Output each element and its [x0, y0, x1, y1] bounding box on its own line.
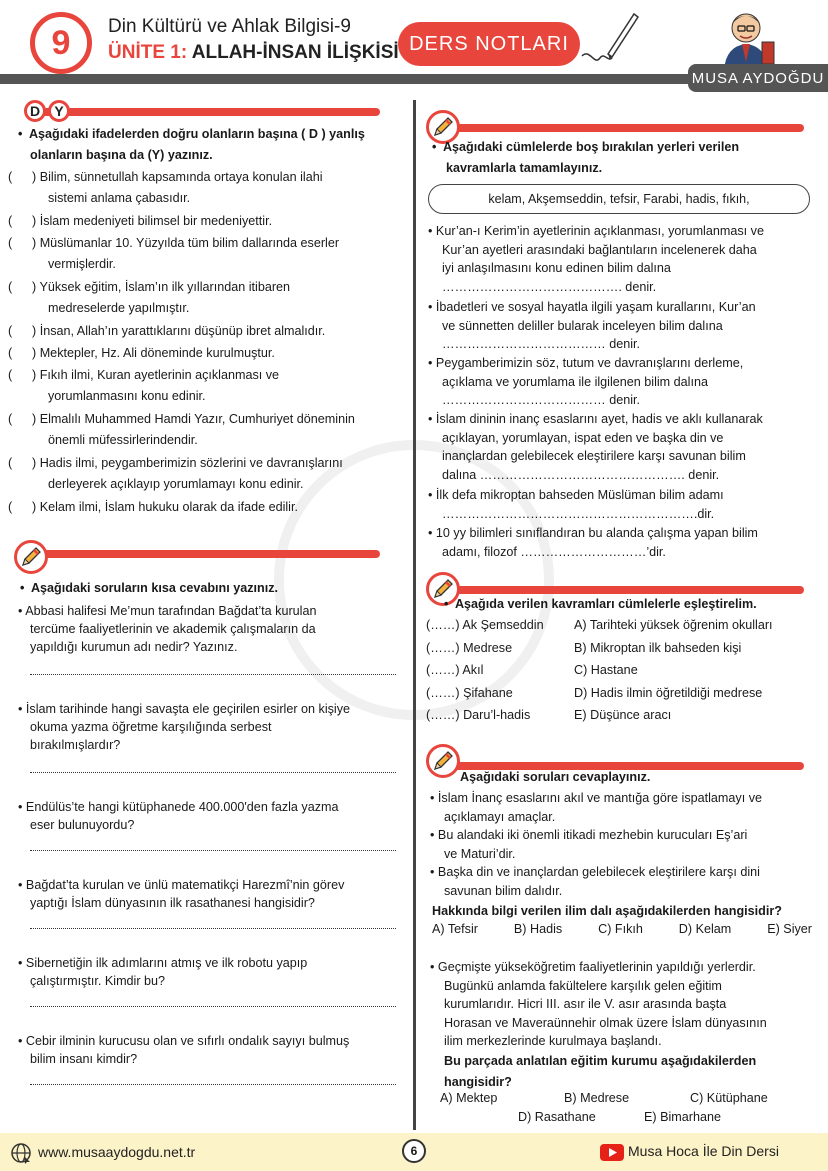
answer-line[interactable]	[30, 928, 396, 929]
answer-paren[interactable]: (	[8, 324, 13, 338]
matching-left-item[interactable]: (……) Ak Şemseddin	[426, 618, 544, 632]
fill-blank-line	[428, 466, 820, 485]
mcq-q2-line-text: Bugünkü anlamda fakültelere karşılık gelen eğitim	[444, 978, 722, 993]
dy-item-text: ) Bilim, sünnetullah kapsamında ortaya konulan ilahi	[32, 170, 323, 184]
fill-blank-text: adamı, filozof …………………………’dir.	[442, 544, 666, 559]
mcq-q2-option-a[interactable]: A) Mektep	[440, 1091, 498, 1105]
fill-blank-item	[428, 354, 820, 410]
dy-item-text: ) Kelam ilmi, İslam hukuku olarak da ifade edilir.	[32, 500, 298, 514]
dy-item-text-cont: derleyerek açıklayıp yorumlamayı konu edinir.	[48, 477, 304, 491]
fill-blank-item	[428, 222, 820, 297]
matching-left-item[interactable]: (……) Medrese	[426, 640, 513, 655]
question-line: bırakılmışlardır?	[30, 738, 121, 752]
mcq-q1-bullet-text: savunan bilim dalıdır.	[444, 883, 563, 898]
fill-blank-instruction: • Aşağıdaki cümlelerde boş bırakılan yerleri verilen kavramlarla tamamlayınız.	[432, 137, 812, 179]
dy-item-text: ) Mektepler, Hz. Ali döneminde kurulmuştur.	[32, 346, 275, 360]
matching-right-item: A) Tarihteki yüksek öğrenim okulları	[574, 618, 773, 632]
mcq-q2-question-line2: hangisidir?	[444, 1075, 512, 1089]
fill-blank-line	[428, 259, 820, 278]
question-line	[18, 798, 408, 816]
matching-left-item[interactable]: (……) Daru’l-hadis	[426, 708, 531, 723]
mcq-q1-option[interactable]: C) Fıkıh	[598, 922, 643, 936]
fill-blank-line	[428, 505, 820, 524]
dy-item-text: ) İnsan, Allah’ın yarattıklarını düşünüp ibret almalıdır.	[32, 324, 326, 338]
question-line: bilim insanı kimdir?	[30, 1052, 138, 1066]
answer-paren[interactable]: (	[8, 236, 13, 250]
fill-blank-text: açıklama ve yorumlama ile ilgilenen bilim dalına	[442, 374, 708, 389]
mcq-q2-option-b[interactable]: B) Medrese	[564, 1091, 630, 1105]
matching-right-item: C) Hastane	[574, 663, 638, 678]
dy-item-text: ) Yüksek eğitim, İslam’ın ilk yıllarından itibaren	[32, 280, 291, 294]
fill-blank-text: iyi anlaşılmasını konu edinen bilim dalına	[442, 261, 671, 276]
mcq-q1-option[interactable]: E) Siyer	[767, 922, 812, 936]
mcq-q1-bullet-line	[430, 845, 822, 864]
mcq-q2-line-text: Geçmişte yükseköğretim faaliyetlerinin yapıldığı yerlerdir.	[437, 960, 756, 974]
column-divider	[413, 100, 416, 1130]
mcq-q1-bullet-text: Bu alandaki iki önemli itikadi mezhebin kurucuları Eş’ari	[437, 828, 748, 842]
dy-item-text-cont: sistemi anlama çabasıdır.	[48, 191, 191, 205]
bullet: •	[428, 412, 436, 426]
dy-instruction: • Aşağıdaki ifadelerden doğru olanların başına ( D ) yanlış olanların başına da (Y) yazınız.	[18, 124, 410, 166]
answer-paren[interactable]: (	[8, 412, 13, 426]
fill-blank-text: Kur’an-ı Kerim’in ayetlerinin açıklanması, yorumlanması ve	[435, 224, 764, 238]
dy-item-text: ) İslam medeniyeti bilimsel bir medeniyettir.	[32, 214, 273, 228]
course-title: Din Kültürü ve Ahlak Bilgisi-9	[108, 16, 351, 37]
mcq-q1-bullet-text: ve Maturi’dir.	[444, 846, 516, 861]
mcq-q1-bullets	[430, 789, 822, 900]
matching-left-item[interactable]: (……) Şifahane	[426, 685, 513, 700]
mcq-q1-bullet-line	[430, 789, 822, 808]
question-line	[18, 876, 408, 894]
bullet: •	[18, 702, 26, 716]
fill-blank-text: inançlardan gelebilecek eleştirilere karşı savunan bilim	[442, 449, 746, 464]
dy-item-text: ) Elmalılı Muhammed Hamdi Yazır, Cumhuriyet döneminin	[32, 412, 355, 426]
mcq-q2-line-text: kurumlarıdır. Hicri III. asır ile V. asır arasında başta	[444, 997, 727, 1011]
answer-line[interactable]	[30, 1006, 396, 1007]
unit-title	[108, 42, 399, 64]
dy-item-text-cont: yorumlanmasını konu edinir.	[48, 389, 206, 403]
fill-blank-text: ………………………………… denir.	[442, 337, 641, 352]
mcq-q1-bullet-line	[430, 808, 822, 827]
question-line-text: Endülüs’te hangi kütüphanede 400.000'den fazla yazma	[25, 800, 339, 814]
dy-item-text: ) Müslümanlar 10. Yüzyılda tüm bilim dallarında eserler	[32, 236, 340, 250]
signature-pen-icon	[578, 8, 642, 72]
youtube-channel-link[interactable]: Musa Hoca İle Din Dersi	[628, 1143, 779, 1159]
short-answer-question	[18, 1032, 408, 1085]
question-line: eser bulunuyordu?	[30, 818, 135, 832]
mcq-q1-option[interactable]: A) Tefsir	[432, 922, 478, 936]
fill-blank-line	[428, 373, 820, 392]
page-number: 6	[402, 1139, 426, 1163]
pencil-icon	[431, 749, 455, 773]
short-answer-question	[18, 798, 408, 851]
fill-blank-instruction-line1: Aşağıdaki cümlelerde boş bırakılan yerleri verilen	[442, 140, 740, 154]
footer	[0, 1133, 828, 1171]
unit-label: ÜNİTE 1:	[108, 42, 188, 63]
bullet: •	[428, 300, 436, 314]
question-line	[18, 1032, 408, 1050]
fill-blank-line	[428, 410, 820, 429]
fill-blank-text: İslam dininin inanç esaslarını ayet, hadis ve aklı kullanarak	[435, 412, 763, 426]
y-badge: Y	[48, 100, 70, 122]
bullet: •	[430, 828, 438, 842]
bullet: •	[428, 224, 436, 238]
mcq-q1-bullet-line	[430, 863, 822, 882]
bullet: •	[18, 604, 26, 618]
fill-blank-line	[428, 354, 820, 373]
bullet: •	[18, 1034, 26, 1048]
fill-blank-line	[428, 429, 820, 448]
fill-blank-text: İbadetleri ve sosyal hayatla ilgili yaşam kurallarını, Kur’an	[435, 300, 756, 314]
fill-blank-text: İlk defa mikroptan bahseden Müslüman bilim adamı	[435, 488, 724, 502]
fill-blank-item	[428, 298, 820, 354]
fill-blank-section-line	[440, 124, 804, 132]
mcq-q1-option[interactable]: B) Hadis	[513, 922, 563, 936]
mcq-q2-line-text: ilim merkezlerinde kurulmaya başlandı.	[444, 1034, 662, 1048]
fill-blank-item	[428, 410, 820, 485]
fill-blank-line	[428, 447, 820, 466]
concepts-box: kelam, Akşemseddin, tefsir, Farabi, hadis, fıkıh,	[428, 184, 810, 214]
author-avatar-icon	[716, 6, 780, 70]
dy-item-text: ) Fıkıh ilmi, Kuran ayetlerinin açıklanması ve	[32, 368, 280, 382]
dy-item-text-cont: önemli müfessirlerindendir.	[48, 433, 198, 447]
question-line: yaptığı İslam dünyasının ilk rasathanesi hangisidir?	[30, 896, 315, 910]
short-answer-question	[18, 954, 408, 1007]
mcq-q2-body	[430, 958, 822, 1051]
mcq-q1-bullet-line	[430, 826, 822, 845]
matching-right-item: E) Düşünce aracı	[574, 708, 672, 723]
mcq-q2-option-e[interactable]: E) Bimarhane	[644, 1110, 721, 1124]
mcq-q2-question-line1: Bu parçada anlatılan eğitim kurumu aşağıdakilerden	[444, 1054, 757, 1068]
pencil-icon	[431, 115, 455, 139]
fill-blank-line	[428, 524, 820, 543]
fill-blank-line	[428, 222, 820, 241]
fill-blank-text: ve sünnetten deliller bularak inceleyen bilim dalına	[442, 318, 723, 333]
matching-right-column	[574, 614, 824, 727]
answer-paren[interactable]: (	[8, 346, 13, 360]
grade-badge: 9	[30, 12, 92, 74]
answer-paren[interactable]: (	[8, 280, 13, 294]
matching-left-column	[426, 614, 566, 727]
matching-instruction-text: Aşağıda verilen kavramları cümlelerle eşleştirelim.	[454, 597, 757, 611]
fill-blank-text: ………………………………… denir.	[442, 393, 641, 408]
question-line: çalıştırmıştır. Kimdir bu?	[30, 974, 166, 988]
answer-paren[interactable]: (	[8, 170, 13, 184]
bullet: •	[430, 960, 438, 974]
matching-right-item: B) Mikroptan ilk bahseden kişi	[574, 640, 742, 655]
mcq-q1-bullet-text: Başka din ve inançlardan gelebilecek eleştirilere karşı dini	[437, 865, 760, 879]
fill-blank-text: …………………………………………………….dir.	[442, 506, 715, 521]
bullet: •	[18, 800, 26, 814]
fill-blank-line	[428, 391, 820, 410]
fill-blank-item	[428, 486, 820, 523]
short-answer-question	[18, 876, 408, 929]
dy-section-line	[28, 108, 380, 116]
mcq-q1-bullet-text: açıklamayı amaçlar.	[444, 809, 556, 824]
fill-blank-text: 10 yy bilimleri sınıflandıran bu alanda çalışma yapan bilim	[435, 526, 758, 540]
fill-blank-text: Peygamberimizin söz, tutum ve davranışlarını derleme,	[435, 356, 744, 370]
globe-icon	[10, 1142, 32, 1164]
question-line: tercüme faaliyetlerinin ve akademik çalışmaların da	[30, 622, 316, 636]
d-badge: D	[24, 100, 46, 122]
question-line-text: Cebir ilminin kurucusu olan ve sıfırlı ondalık sayıyı bulmuş	[25, 1034, 350, 1048]
matching-instruction: • Aşağıda verilen kavramları cümlelerle eşleştirelim.	[444, 597, 757, 611]
bullet: •	[430, 791, 438, 805]
youtube-icon	[600, 1144, 624, 1161]
bullet: •	[18, 956, 26, 970]
answer-line[interactable]	[30, 674, 396, 675]
answer-paren[interactable]: (	[8, 214, 13, 228]
short-answer-instruction: • Aşağıdaki soruların kısa cevabını yazınız.	[20, 581, 279, 595]
answer-paren[interactable]: (	[8, 456, 13, 470]
fill-blank-line	[428, 317, 820, 336]
matching-left-item[interactable]: (……) Akıl	[426, 663, 484, 678]
answer-paren[interactable]: (	[8, 368, 13, 382]
bullet: •	[18, 878, 26, 892]
mcq-pencil-badge	[426, 744, 460, 778]
mcq-q2-line	[430, 958, 822, 977]
short-answer-question	[18, 700, 408, 773]
mcq-q1-bullet-text: İslam İnanç esaslarını akıl ve mantığa göre ispatlamayı ve	[437, 791, 763, 805]
mcq-q1-option[interactable]: D) Kelam	[678, 922, 732, 936]
bullet: •	[428, 526, 436, 540]
pencil-icon	[19, 545, 43, 569]
short-answer-question	[18, 602, 408, 675]
answer-paren[interactable]: (	[8, 500, 13, 514]
author-name: MUSA AYDOĞDU	[688, 64, 828, 92]
question-line: yapıldığı kurumun adı nedir? Yazınız.	[30, 640, 238, 654]
mcq-q2-line-text: Horasan ve Maveraünnehir olmak üzere İslam dünyasının	[444, 1015, 767, 1030]
mcq-q2-line	[430, 1014, 822, 1033]
question-line: okuma yazma öğretme karşılığında serbest	[30, 720, 272, 734]
fill-blank-line	[428, 241, 820, 260]
matching-right-item: D) Hadis ilmin öğretildiği medrese	[574, 685, 763, 700]
question-line-text: Sibernetiğin ilk adımlarını atmış ve ilk robotu yapıp	[25, 956, 308, 970]
dy-badges	[24, 100, 70, 122]
answer-line[interactable]	[30, 772, 396, 773]
mcq-q2-line	[430, 977, 822, 996]
matching-section-line	[440, 586, 804, 594]
dy-item-text: ) Hadis ilmi, peygamberimizin sözlerini ve davranışlarını	[32, 456, 343, 470]
mcq-q2-line	[430, 995, 822, 1014]
short-answer-pencil-badge	[14, 540, 48, 574]
fill-blank-line	[428, 298, 820, 317]
answer-line[interactable]	[30, 850, 396, 851]
dy-instruction-line1: Aşağıdaki ifadelerden doğru olanların başına ( D ) yanlış	[28, 127, 365, 141]
ders-notlari-pill: DERS NOTLARI	[398, 22, 580, 66]
mcq-instruction: Aşağıdaki soruları cevaplayınız.	[460, 770, 651, 784]
fill-blank-line	[428, 335, 820, 354]
website-link[interactable]: www.musaaydogdu.net.tr	[38, 1144, 196, 1160]
dy-item-text-cont: vermişlerdir.	[48, 257, 116, 271]
question-line	[18, 700, 408, 718]
bullet: •	[428, 488, 436, 502]
question-line	[18, 954, 408, 972]
fill-blank-line	[428, 278, 820, 297]
mcq-q1-bullet-line	[430, 882, 822, 901]
question-line-text: Bağdat’ta kurulan ve ünlü matematikçi Harezmî’nin görev	[25, 878, 345, 892]
bullet: •	[428, 356, 436, 370]
question-line	[18, 602, 408, 620]
question-line-text: İslam tarihinde hangi savaşta ele geçirilen esirler on kişiye	[25, 702, 351, 716]
fill-blank-text: dalına …………………………………………. denir.	[442, 468, 720, 483]
dy-item-text-cont: medreselerde yapılmıştır.	[48, 301, 190, 315]
fill-blank-line	[428, 543, 820, 562]
answer-line[interactable]	[30, 1084, 396, 1085]
fill-blank-line	[428, 486, 820, 505]
dy-instruction-line2: olanların başına da (Y) yazınız.	[30, 148, 213, 162]
fill-blank-item	[428, 524, 820, 561]
mcq-q2-question	[444, 1051, 756, 1093]
short-answer-section-line	[28, 550, 380, 558]
mcq-q2-line	[430, 1032, 822, 1051]
question-line-text: Abbasi halifesi Me’mun tarafından Bağdat’ta kurulan	[25, 604, 317, 618]
mcq-q1-options	[432, 919, 812, 940]
short-answer-instruction-text: Aşağıdaki soruların kısa cevabını yazınız.	[30, 581, 279, 595]
mcq-q2-option-c[interactable]: C) Kütüphane	[690, 1091, 768, 1105]
mcq-q2-option-d[interactable]: D) Rasathane	[518, 1110, 596, 1124]
fill-blank-text: Kur’an ayetleri arasındaki bağlantıların incelenerek daha	[442, 242, 757, 257]
mcq-q1-question: Hakkında bilgi verilen ilim dalı aşağıdakilerden hangisidir?	[432, 904, 782, 918]
unit-name: ALLAH-İNSAN İLİŞKİSİ	[191, 42, 399, 63]
fill-blank-text: açıklayan, yorumlayan, ispat eden ve başka din ve	[442, 430, 724, 445]
fill-blank-instruction-line2: kavramlarla tamamlayınız.	[446, 161, 603, 175]
fill-blank-text: ……………………………………. denir.	[442, 280, 657, 295]
bullet: •	[430, 865, 438, 879]
